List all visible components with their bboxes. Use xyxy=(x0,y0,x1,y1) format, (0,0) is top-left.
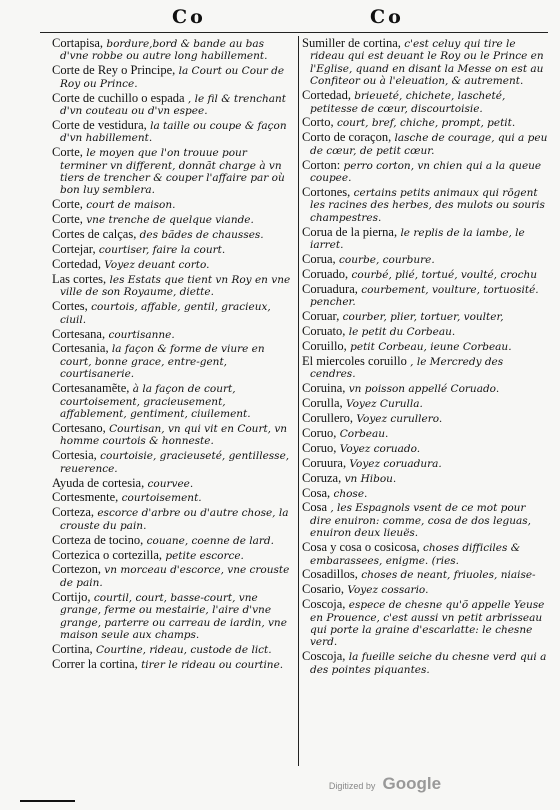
entry-definition: c'est celuy qui tire le rideau qui est deuant le Roy ou le Prince en l'Eglise, quand en disant la Messe on est au Confiteor ou à l'eleuation, & autrement. xyxy=(310,38,544,88)
dictionary-entry xyxy=(302,382,550,395)
entry-headword: Cortesano, xyxy=(52,420,106,435)
entry-definition: choses difficiles & embarassees, enigme. (ries. xyxy=(310,542,521,567)
entry-headword: Corte, xyxy=(52,145,83,160)
entry-headword: Cortedad, xyxy=(302,88,351,103)
dictionary-entry xyxy=(52,328,292,341)
entry-definition: chose. xyxy=(330,487,368,500)
dictionary-entry xyxy=(52,300,292,326)
entry-definition: escorce d'arbre ou d'autre chose, la crouste du pain. xyxy=(60,507,289,532)
entry-headword: Coruato, xyxy=(302,324,346,339)
entry-headword: Corte de cuchillo o espada xyxy=(52,90,185,105)
column-divider xyxy=(298,36,299,766)
dictionary-entry xyxy=(302,583,550,596)
entry-definition: vn Hibou. xyxy=(341,472,397,485)
entry-definition: Voyez coruado. xyxy=(336,442,421,455)
dictionary-entry xyxy=(52,64,292,90)
entry-definition: Voyez deuant corto. xyxy=(100,259,210,271)
dictionary-entry xyxy=(302,501,550,539)
dictionary-entry xyxy=(302,37,550,88)
dictionary-entry xyxy=(52,422,292,448)
dictionary-entry xyxy=(302,487,550,500)
entry-definition: Voyez cossario. xyxy=(344,584,429,597)
entry-definition: le petit du Corbeau. xyxy=(345,326,456,339)
entry-definition: courtisanne. xyxy=(105,328,175,341)
dictionary-entry xyxy=(302,541,550,567)
entry-headword: Coruar, xyxy=(302,309,340,324)
entry-headword: Cortedad, xyxy=(52,257,101,271)
dictionary-entry xyxy=(302,226,550,252)
entry-definition: , le fil & trenchant d'vn couteau ou d'vn espee. xyxy=(60,92,286,118)
dictionary-entry xyxy=(302,131,550,157)
entry-headword: Corullero, xyxy=(302,410,354,425)
entry-headword: Cortesanamẽte, xyxy=(52,381,130,396)
entry-definition: petit Corbeau, ieune Corbeau. xyxy=(346,340,512,353)
entry-definition: lasche de courage, qui a peu de cœur, de petit cœur. xyxy=(310,132,548,157)
right-column xyxy=(302,37,550,678)
entry-headword: Cortesana, xyxy=(52,326,106,341)
entry-headword: Coruadura, xyxy=(302,281,358,296)
entry-definition: courtil, court, basse-court, vne grange, ferme ou mestairie, l'aire d'vne grange, parterre ou carreau de iardin, vne maison seule aux champs. xyxy=(60,591,287,641)
dictionary-entry xyxy=(302,457,550,470)
entry-headword: Cortezica o cortezilla, xyxy=(52,547,163,562)
running-head-right: Co xyxy=(370,6,404,28)
entry-definition: courbe, courbure. xyxy=(335,254,435,266)
dictionary-entry xyxy=(52,506,292,532)
dictionary-entry xyxy=(302,442,550,455)
dictionary-entry xyxy=(52,534,292,547)
entry-definition: petite escorce. xyxy=(162,549,244,562)
dictionary-entry xyxy=(52,549,292,562)
dictionary-entry xyxy=(52,92,292,118)
entry-headword: Cortesmente, xyxy=(52,490,119,505)
dictionary-entry xyxy=(302,186,550,224)
dictionary-entry xyxy=(52,119,292,145)
dictionary-entry xyxy=(302,397,550,410)
entry-definition: vn morceau d'escorce, vne crouste de pain. xyxy=(60,564,290,589)
digitized-by-label: Digitized by xyxy=(328,781,376,791)
entry-headword: Cortes, xyxy=(52,299,88,314)
entry-definition: des bãdes de chausses. xyxy=(136,229,264,242)
entry-headword: Coruo, xyxy=(302,440,337,455)
entry-definition: courbé, plié, tortué, voulté, crochu xyxy=(348,268,537,281)
entry-headword: Corte de Rey o Principe, xyxy=(52,63,176,78)
dictionary-entry xyxy=(302,598,550,649)
dictionary-entry xyxy=(302,268,550,281)
dictionary-entry xyxy=(52,658,292,671)
entry-definition: Courtisan, vn qui vit en Court, vn homme courtois & honneste. xyxy=(60,422,288,448)
entry-definition: , les Espagnols vsent de ce mot pour dire enuiron: comme, cosa de dos leguas, enuiron deux lieuës. xyxy=(310,502,532,540)
entry-definition: courvee. xyxy=(144,477,194,490)
entry-headword: Coruura, xyxy=(302,455,347,470)
dictionary-entry xyxy=(302,116,550,129)
dictionary-entry xyxy=(302,283,550,309)
dictionary-entry xyxy=(52,382,292,420)
entry-definition: Courtine, rideau, custode de lict. xyxy=(92,643,272,656)
entry-definition: court de maison. xyxy=(82,199,176,212)
entry-definition: Voyez Curulla. xyxy=(342,398,423,411)
dictionary-entry xyxy=(52,258,292,271)
dictionary-entry xyxy=(302,253,550,266)
entry-definition: tirer le rideau ou courtine. xyxy=(137,658,284,671)
running-head-left: Co xyxy=(172,6,206,28)
entry-headword: Corto de coraçon, xyxy=(302,130,392,145)
entry-headword: Corteza, xyxy=(52,505,94,520)
entry-definition: courbement, voulture, tortuosité. pencher. xyxy=(310,283,539,309)
google-logo: Google xyxy=(382,774,442,793)
dictionary-entry xyxy=(302,355,550,381)
entry-headword: Cortesania, xyxy=(52,341,109,356)
dictionary-entry xyxy=(302,412,550,425)
dictionary-entry xyxy=(52,477,292,490)
page-header xyxy=(0,4,560,30)
entry-headword: Ayuda de cortesia, xyxy=(52,475,145,490)
entry-definition: la Court ou Cour de Roy ou Prince. xyxy=(60,65,285,90)
entry-definition: la façon & forme de viure en court, bonne grace, entre-gent, courtisanerie. xyxy=(60,343,265,381)
entry-headword: Correr la cortina, xyxy=(52,656,138,671)
entry-definition: courtiser, faire la court. xyxy=(95,244,226,257)
entry-definition: courtoisement. xyxy=(118,492,202,505)
dictionary-entry xyxy=(52,643,292,656)
digitized-watermark xyxy=(310,774,460,794)
dictionary-entry xyxy=(302,159,550,185)
entry-headword: Sumiller de cortina, xyxy=(302,36,401,50)
dictionary-entry xyxy=(52,342,292,380)
dictionary-entry xyxy=(302,568,550,581)
entry-headword: Coruza, xyxy=(302,470,342,485)
entry-definition: le replis de la iambe, le iarret. xyxy=(310,226,525,252)
entry-definition: courber, plier, tortuer, voulter, xyxy=(339,311,504,324)
entry-headword: Corulla, xyxy=(302,396,343,411)
entry-headword: Coruo, xyxy=(302,425,337,440)
dictionary-entry xyxy=(52,228,292,241)
dictionary-entry xyxy=(52,243,292,256)
dictionary-entry xyxy=(52,213,292,226)
entry-headword: Cosa xyxy=(302,500,327,515)
entry-headword: Corton: xyxy=(302,157,341,172)
entry-definition: courtois, affable, gentil, gracieux, ciuil. xyxy=(60,301,271,326)
bottom-rule xyxy=(20,800,75,802)
entry-headword: Cosario, xyxy=(302,582,345,597)
entry-definition: Corbeau. xyxy=(336,427,389,440)
dictionary-entry xyxy=(52,146,292,197)
entry-headword: Cosa, xyxy=(302,485,331,500)
dictionary-entry xyxy=(52,449,292,475)
entry-definition: la taille ou coupe & façon d'vn habillement. xyxy=(60,119,287,145)
entry-definition: Voyez coruadura. xyxy=(346,457,442,470)
dictionary-entry xyxy=(52,563,292,589)
entry-headword: Coruillo, xyxy=(302,338,347,353)
entry-headword: Corte, xyxy=(52,212,83,227)
entry-definition: espece de chesne qu'õ appelle Yeuse en Prouence, c'est aussi vn petit arbrisseau qui porte la graine d'escarlatte: le chesne verd. xyxy=(310,599,545,649)
dictionary-entry xyxy=(52,491,292,504)
entry-headword: Cosa y cosa o cosicosa, xyxy=(302,540,420,555)
entry-definition: courtoisie, gracieuseté, gentillesse, reuerence. xyxy=(60,450,290,475)
entry-definition: à la façon de court, courtoisement, gracieusement, affablement, gentiment, ciuilement. xyxy=(60,383,251,420)
entry-headword: Coruado, xyxy=(302,266,349,281)
dictionary-entry xyxy=(302,472,550,485)
entry-headword: Corteza de tocino, xyxy=(52,532,144,547)
entry-definition: couane, coenne de lard. xyxy=(143,534,274,547)
entry-headword: Coscoja, xyxy=(302,597,346,612)
entry-definition: vne trenche de quelque viande. xyxy=(82,214,254,227)
entry-definition: , le Mercredy des cendres. xyxy=(310,355,504,381)
dictionary-entry xyxy=(302,427,550,440)
entry-definition: perro corton, vn chien qui a la queue coupee. xyxy=(310,159,542,185)
entry-headword: Coscoja, xyxy=(302,649,346,664)
entry-headword: Cortijo, xyxy=(52,589,91,604)
dictionary-entry xyxy=(52,37,292,63)
entry-definition: la fueille seiche du chesne verd qui a des pointes piquantes. xyxy=(310,651,547,676)
dictionary-entry xyxy=(302,89,550,115)
entry-headword: Coruina, xyxy=(302,381,346,396)
entry-headword: Las cortes, xyxy=(52,271,107,286)
entry-definition: Voyez curullero. xyxy=(353,412,443,425)
entry-definition: certains petits animaux qui rōgent les racines des herbes, des mulots ou souris champestres. xyxy=(310,186,545,224)
entry-headword: Cortapisa, xyxy=(52,36,104,50)
entry-definition: bordure,bord & bande au bas d'vne robbe ou autre long habillement. xyxy=(60,38,268,63)
dictionary-entry xyxy=(302,650,550,676)
header-rule xyxy=(40,32,548,33)
entry-definition: brieueté, chichete, lascheté, petitesse de cœur, discourtoisie. xyxy=(310,90,506,115)
entry-headword: Cortejar, xyxy=(52,242,96,257)
entry-headword: Cortes de calças, xyxy=(52,227,137,242)
entry-headword: Corte, xyxy=(52,197,83,212)
entry-definition: choses de neant, friuoles, niaise- xyxy=(357,569,536,582)
entry-headword: Corua, xyxy=(302,252,336,266)
entry-headword: El miercoles coruillo xyxy=(302,353,407,368)
entry-definition: le moyen que l'on trouue pour terminer vn different, donnãt charge à vn tiers de trencher & couper l'affaire par où bon luy semblera. xyxy=(60,147,285,197)
dictionary-entry xyxy=(302,310,550,323)
entry-definition: les Estats que tient vn Roy en vne ville de son Royaume, diette. xyxy=(60,273,291,299)
left-column xyxy=(52,37,292,673)
entry-headword: Corto, xyxy=(302,115,334,130)
entry-headword: Cosadillos, xyxy=(302,567,358,582)
entry-headword: Corte de vestidura, xyxy=(52,117,147,132)
entry-definition: vn poisson appellé Coruado. xyxy=(345,383,500,396)
entry-headword: Cortones, xyxy=(302,184,351,199)
entry-definition: court, bref, chiche, prompt, petit. xyxy=(333,117,516,130)
dictionary-entry xyxy=(52,273,292,299)
dictionary-entry xyxy=(302,325,550,338)
dictionary-entry xyxy=(302,340,550,353)
entry-headword: Cortina, xyxy=(52,641,93,656)
entry-headword: Corua de la pierna, xyxy=(302,224,398,239)
entry-headword: Cortezon, xyxy=(52,562,101,577)
dictionary-entry xyxy=(52,591,292,642)
dictionary-entry xyxy=(52,198,292,211)
entry-headword: Cortesia, xyxy=(52,448,97,463)
